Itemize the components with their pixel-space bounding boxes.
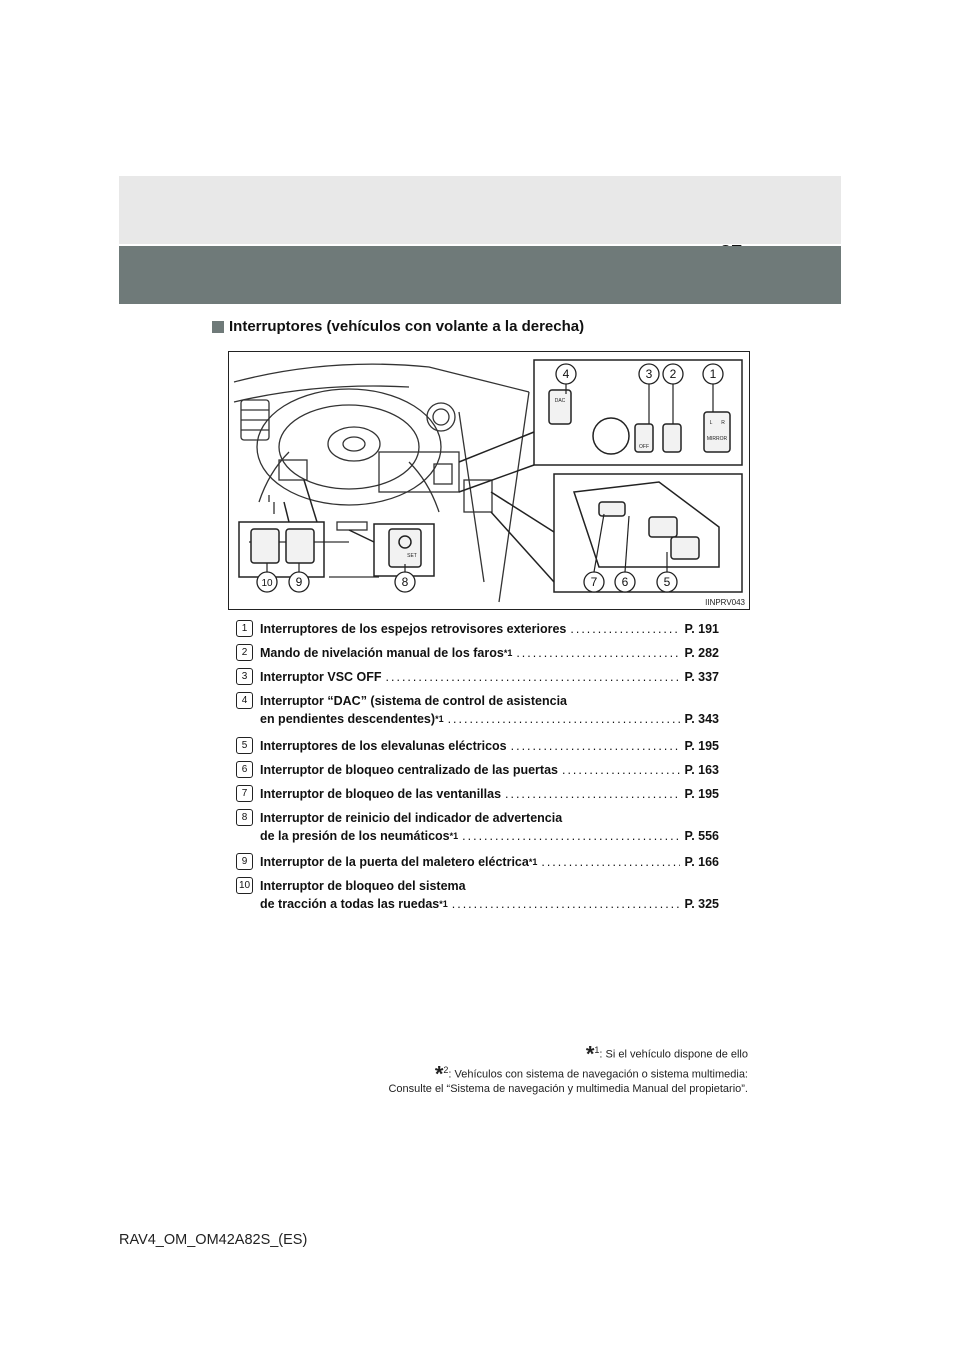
page-reference-link[interactable]: P. 556	[684, 829, 719, 843]
callout-9: 9	[295, 575, 303, 589]
entry-title: Interruptor de bloqueo centralizado de las puertas	[260, 763, 558, 777]
footnote-2: *$^2$: Vehículos con sistema de navegación o sistema multimedia:	[434, 1061, 748, 1087]
entry-number: 9	[236, 853, 253, 870]
entry-title-line1: Interruptor “DAC” (sistema de control de asistencia	[260, 694, 568, 708]
callout-6: 6	[621, 575, 629, 589]
page-reference-link[interactable]: P. 195	[684, 739, 719, 753]
entry-title: Interruptor de bloqueo de las ventanillas	[260, 787, 502, 801]
r-label: R	[721, 420, 725, 426]
entry-title: Mando de nivelación manual de los faros	[260, 646, 504, 660]
l-label: L	[709, 420, 713, 426]
callout-2: 2	[669, 367, 677, 381]
callout-5: 5	[663, 575, 671, 589]
entry-title-line1: Interruptor de reinicio del indicador de advertencia	[260, 811, 563, 825]
page-reference-link[interactable]: P. 191	[684, 622, 719, 636]
callout-3: 3	[645, 367, 653, 381]
footnote-1: *$^1$: Si el vehículo dispone de ello	[585, 1041, 748, 1067]
entry-number: 8	[236, 809, 253, 826]
image-code: IINPRV043	[705, 598, 745, 607]
callout-7: 7	[590, 575, 598, 589]
callout-8: 8	[401, 575, 409, 589]
page-reference-link[interactable]: P. 166	[684, 855, 719, 869]
header-dark-band	[119, 246, 841, 304]
illustration-drawing	[229, 352, 749, 609]
callout-4: 4	[562, 367, 570, 381]
header-band	[119, 176, 841, 244]
entry-title-line2: de la presión de los neumáticos	[260, 829, 450, 843]
footnote-mark: *1	[449, 831, 459, 841]
off-label: OFF	[639, 444, 649, 450]
callout-10: 10	[261, 578, 273, 589]
entry-title: Interruptores de los espejos retrovisores exteriores	[260, 622, 567, 636]
entry-number: 7	[236, 785, 253, 802]
page-reference-link[interactable]: P. 282	[684, 646, 719, 660]
page-reference-link[interactable]: P. 325	[684, 897, 719, 911]
entry-number: 6	[236, 761, 253, 778]
entry-title: Interruptor VSC OFF	[260, 670, 382, 684]
dac-label: DAC	[554, 398, 566, 404]
page-reference-link[interactable]: P. 337	[684, 670, 719, 684]
footnote-mark: *1	[439, 899, 448, 909]
footnote-mark: *1	[528, 857, 538, 867]
entry-title: Interruptores de los elevalunas eléctricos	[260, 739, 507, 753]
entry-number: 3	[236, 668, 253, 685]
section-heading	[212, 318, 584, 335]
footer-doc-code: RAV4_OM_OM42A82S_(ES)	[119, 1232, 308, 1248]
callout-1: 1	[709, 367, 717, 381]
entry-title-line2: de tracción a todas las ruedas	[260, 897, 440, 911]
section-heading-text: Interruptores (vehículos con volante a la derecha)	[229, 318, 585, 335]
footnote-mark: *1	[435, 714, 444, 724]
entry-title-line1: Interruptor de bloqueo del sistema	[260, 879, 466, 893]
section-square-icon	[212, 321, 224, 333]
page-reference-link[interactable]: P. 163	[684, 763, 719, 777]
switches-illustration	[228, 351, 750, 610]
entry-title: Interruptor de la puerta del maletero eléctrica	[260, 855, 529, 869]
footnote-2-continued: Consulte el “Sistema de navegación y multimedia Manual del propietario”.	[388, 1083, 748, 1096]
footnote-mark: *1	[503, 648, 513, 658]
set-label: SET	[407, 553, 417, 559]
entry-number: 4	[236, 692, 253, 709]
footnotes	[388, 1043, 748, 1097]
entry-number: 10	[236, 877, 253, 894]
page-reference-link[interactable]: P. 343	[684, 712, 719, 726]
entry-number: 1	[236, 620, 253, 637]
page-reference-link[interactable]: P. 195	[684, 787, 719, 801]
entry-title-line2: en pendientes descendentes)	[260, 712, 436, 726]
entry-number: 2	[236, 644, 253, 661]
mirror-label: MIRROR	[706, 436, 728, 442]
entry-number: 5	[236, 737, 253, 754]
